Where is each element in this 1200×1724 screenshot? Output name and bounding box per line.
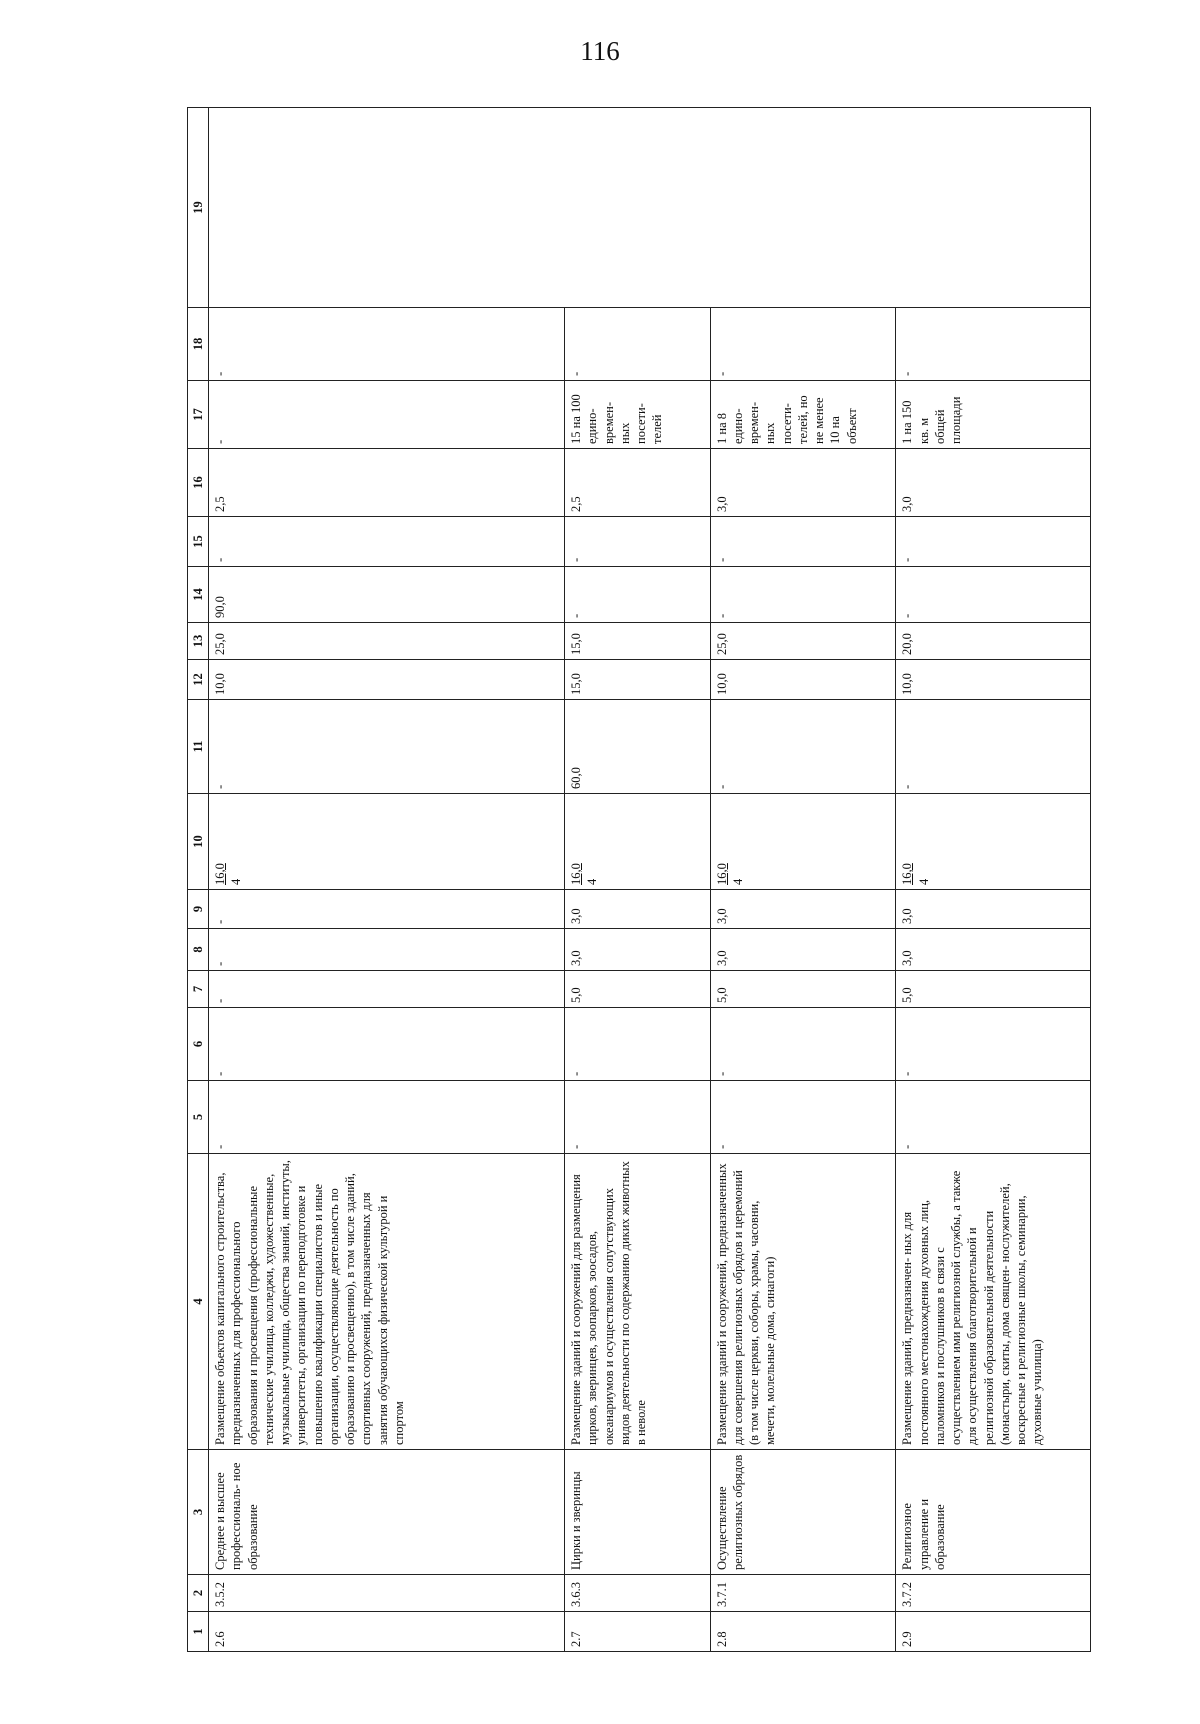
cell-description: Размещение зданий и сооружений, предназначенных для совершения религиозных обрядов и церемоний (в том числе церкви, соборы, храмы, часовни, мечети, молельные дома, синагоги) — [710, 1154, 896, 1450]
col-header-12: 12 — [188, 660, 209, 700]
cell-col12: 10,0 — [710, 660, 896, 700]
cell-col6: - — [565, 1008, 710, 1081]
cell-col12: 10,0 — [209, 660, 565, 700]
cell-use-type: Религиозное управление и образование — [896, 1450, 1091, 1575]
cell-col16: 3,0 — [710, 449, 896, 517]
regulations-table — [187, 107, 1091, 1652]
col-header-15: 15 — [188, 517, 209, 567]
cell-col14: 90,0 — [209, 567, 565, 623]
cell-col12: 10,0 — [896, 660, 1091, 700]
fraction-denominator: 4 — [229, 878, 244, 885]
table-row — [565, 108, 710, 1652]
col-header-11: 11 — [188, 700, 209, 794]
cell-col8: 3,0 — [565, 929, 710, 971]
cell-col14: - — [710, 567, 896, 623]
cell-col8: 3,0 — [896, 929, 1091, 971]
cell-col10 — [896, 794, 1091, 890]
cell-col5: - — [710, 1081, 896, 1154]
cell-col5: - — [565, 1081, 710, 1154]
cell-row-number: 2.6 — [209, 1612, 565, 1652]
cell-col6: - — [896, 1008, 1091, 1081]
cell-use-type: Осуществление религиозных обрядов — [710, 1450, 896, 1575]
header-row — [188, 108, 209, 1652]
cell-col19 — [209, 108, 1091, 308]
col-header-16: 16 — [188, 449, 209, 517]
fraction-numerator: 16,0 — [569, 863, 584, 885]
cell-col9: 3,0 — [896, 890, 1091, 929]
cell-description: Размещение зданий, предназначен- ных для постоянного местонахождения духовных лиц, паломников и послушников в связи с осуществлением ими религиозной службы, а также для осуществления благотворительной и религиозной образовательной деятельности (монастыри, скиты, дома священ- нослужителей, воскресные и религиозные школы, семинарии, духовные училища) — [896, 1154, 1091, 1450]
table-row — [209, 108, 565, 1652]
cell-col13: 15,0 — [565, 623, 710, 660]
cell-col10 — [710, 794, 896, 890]
cell-row-number: 2.8 — [710, 1612, 896, 1652]
cell-col15: - — [710, 517, 896, 567]
cell-col7: 5,0 — [896, 971, 1091, 1008]
cell-code: 3.5.2 — [209, 1575, 565, 1612]
fraction-numerator: 16,0 — [213, 863, 227, 885]
table-row — [710, 108, 896, 1652]
cell-col17: 1 на 8 едино- времен- ных посети- телей, но не менее 10 на объект — [710, 381, 896, 449]
col-header-4: 4 — [188, 1154, 209, 1450]
fraction-denominator: 4 — [916, 878, 931, 885]
col-header-10: 10 — [188, 794, 209, 890]
col-header-1: 1 — [188, 1612, 209, 1652]
cell-use-type: Цирки и зверинцы — [565, 1450, 710, 1575]
col-header-5: 5 — [188, 1081, 209, 1154]
cell-col8: - — [209, 929, 565, 971]
col-header-9: 9 — [188, 890, 209, 929]
cell-col9: 3,0 — [710, 890, 896, 929]
cell-col14: - — [565, 567, 710, 623]
cell-col7: - — [209, 971, 565, 1008]
cell-col16: 2,5 — [565, 449, 710, 517]
col-header-6: 6 — [188, 1008, 209, 1081]
cell-col15: - — [896, 517, 1091, 567]
col-header-8: 8 — [188, 929, 209, 971]
rotated-table-container — [187, 108, 1091, 1652]
cell-col10 — [565, 794, 710, 890]
cell-col5: - — [896, 1081, 1091, 1154]
col-header-18: 18 — [188, 308, 209, 381]
cell-col12: 15,0 — [565, 660, 710, 700]
cell-col11: - — [209, 700, 565, 794]
col-header-14: 14 — [188, 567, 209, 623]
cell-col16: 3,0 — [896, 449, 1091, 517]
cell-col13: 20,0 — [896, 623, 1091, 660]
fraction-denominator: 4 — [585, 878, 600, 885]
table-row — [896, 108, 1091, 1652]
cell-col5: - — [209, 1081, 565, 1154]
cell-col9: 3,0 — [565, 890, 710, 929]
cell-col7: 5,0 — [710, 971, 896, 1008]
cell-description: Размещение объектов капитального строительства, предназначенных для профессионального образования и просвещения (профессиональные технические училища, колледжи, художественные, музыкальные училища, общества знаний, институты, университеты, организации по переподготовке и повышению квалификации специалистов и иные организации, осуществляющие деятельность по образованию и просвещению), в том числе зданий, спортивных сооружений, предназначенных для занятия обучающихся физической культурой и спортом — [209, 1154, 565, 1450]
cell-col15: - — [209, 517, 565, 567]
cell-col6: - — [710, 1008, 896, 1081]
fraction-numerator: 16,0 — [714, 863, 729, 885]
cell-col16: 2,5 — [209, 449, 565, 517]
cell-col13: 25,0 — [710, 623, 896, 660]
col-header-19: 19 — [188, 108, 209, 308]
fraction-denominator: 4 — [730, 878, 745, 885]
cell-col15: - — [565, 517, 710, 567]
cell-col18: - — [710, 308, 896, 381]
col-header-3: 3 — [188, 1450, 209, 1575]
cell-col11: - — [896, 700, 1091, 794]
cell-use-type: Среднее и высшее профессиональ- ное образование — [209, 1450, 565, 1575]
cell-col6: - — [209, 1008, 565, 1081]
cell-col17: 15 на 100 едино- времен- ных посети- телей — [565, 381, 710, 449]
cell-row-number: 2.9 — [896, 1612, 1091, 1652]
cell-col17: - — [209, 381, 565, 449]
cell-col18: - — [896, 308, 1091, 381]
cell-col18: - — [209, 308, 565, 381]
cell-description: Размещение зданий и сооружений для размещения цирков, зверинцев, зоопарков, зоосадов, океанариумов и осуществления сопутствующих видов деятельности по содержанию диких животных в неволе — [565, 1154, 710, 1450]
cell-col7: 5,0 — [565, 971, 710, 1008]
cell-col17: 1 на 150 кв. м общей площади — [896, 381, 1091, 449]
fraction-numerator: 16,0 — [900, 863, 915, 885]
cell-col10 — [209, 794, 565, 890]
cell-col14: - — [896, 567, 1091, 623]
col-header-17: 17 — [188, 381, 209, 449]
cell-col8: 3,0 — [710, 929, 896, 971]
col-header-7: 7 — [188, 971, 209, 1008]
cell-col11: 60,0 — [565, 700, 710, 794]
cell-col11: - — [710, 700, 896, 794]
cell-col13: 25,0 — [209, 623, 565, 660]
cell-col18: - — [565, 308, 710, 381]
cell-col9: - — [209, 890, 565, 929]
page-number: 116 — [580, 36, 620, 66]
cell-code: 3.7.2 — [896, 1575, 1091, 1612]
col-header-13: 13 — [188, 623, 209, 660]
cell-row-number: 2.7 — [565, 1612, 710, 1652]
cell-code: 3.7.1 — [710, 1575, 896, 1612]
cell-code: 3.6.3 — [565, 1575, 710, 1612]
col-header-2: 2 — [188, 1575, 209, 1612]
